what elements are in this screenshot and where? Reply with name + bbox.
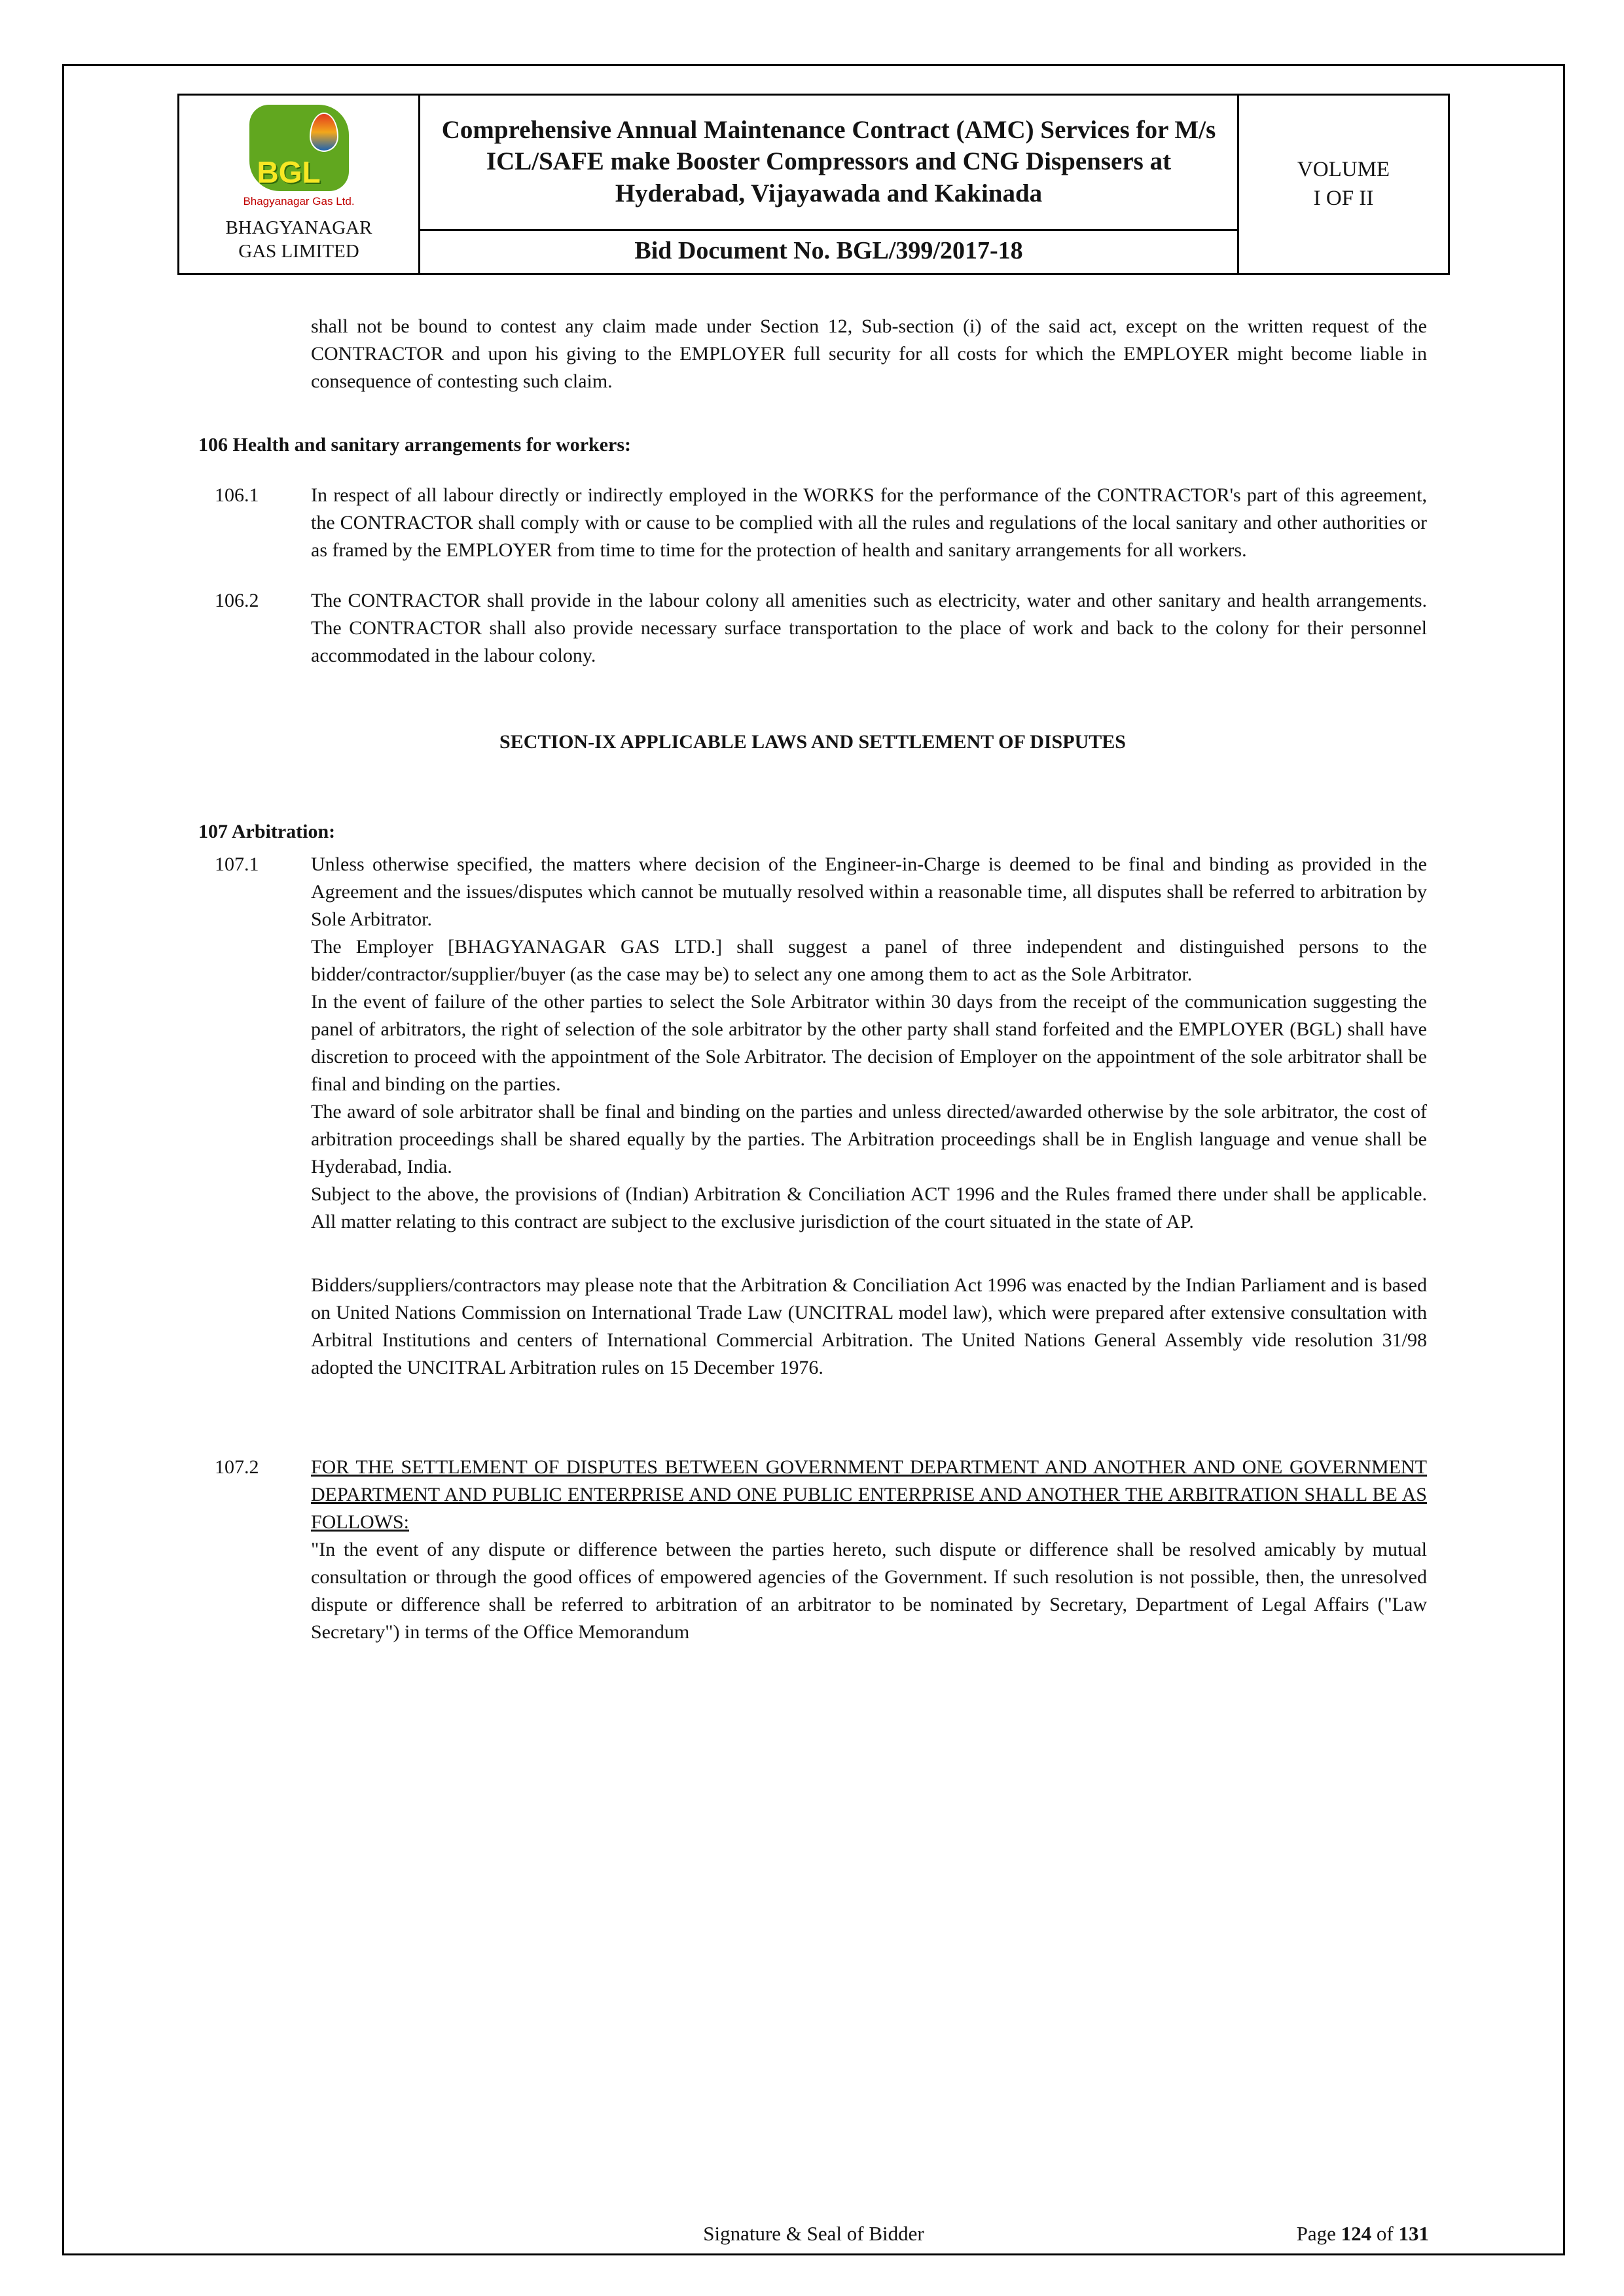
clause-107-2-underlined-heading: FOR THE SETTLEMENT OF DISPUTES BETWEEN GOVERNMENT DEPARTMENT AND ANOTHER AND ONE GOVERNMENT DEPARTMENT AND PUBLIC ENTERPRISE AND ONE PUBLIC ENTERPRISE AND ANOTHER THE ARBITRATION SHALL BE AS FOLLOWS: <box>311 1456 1427 1533</box>
page-footer <box>64 2222 1563 2251</box>
clause-106-1 <box>198 482 1427 564</box>
page-border <box>62 64 1565 2255</box>
page-total: 131 <box>1398 2222 1429 2245</box>
page-current: 124 <box>1341 2222 1372 2245</box>
clause-number: 106.1 <box>215 484 259 506</box>
paragraph: In the event of failure of the other parties to select the Sole Arbitrator within 30 days from the receipt of the communication suggesting the panel of arbitrators, the right of selection of the sole arbitrator by the other party shall stand forfeited and the EMPLOYER (BGL) shall have discretion to proceed with the appointment of the Sole Arbitrator. The decision of Employer on the appointment of the sole arbitrator shall be final and binding on the parties. <box>311 990 1427 1095</box>
clause-107-1 <box>198 851 1427 1382</box>
page-word: Page <box>1296 2222 1336 2245</box>
paragraph: Subject to the above, the provisions of (Indian) Arbitration & Conciliation ACT 1996 and the Rules framed there under shall be applicable. All matter relating to this contract are subject to the exclusive jurisdiction of the court situated in the state of AP. <box>311 1183 1427 1232</box>
organization-name-line1: BHAGYANAGAR <box>225 217 372 238</box>
clause-text: In respect of all labour directly or indirectly employed in the WORKS for the performance of the CONTRACTOR's part of this agreement, the CONTRACTOR shall comply with or cause to be complied with all the rules and regulations of the local sanitary and other authorities or as framed by the EMPLOYER from time to time for the protection of health and sanitary arrangements for all workers. <box>311 484 1427 561</box>
header-logo-cell <box>179 96 420 273</box>
uncitral-note-paragraph: Bidders/suppliers/contractors may please note that the Arbitration & Conciliation Act 1996 was enacted by the Indian Parliament and is based on United Nations Commission on International Trade Law (UNCITRAL model law), which were prepared after extensive consultation with Arbitral Institutions and centers of International Commercial Arbitration. The United Nations General Assembly vide resolution 31/98 adopted the UNCITRAL Arbitration rules on 15 December 1976. <box>311 1274 1427 1378</box>
document-body <box>198 313 1427 1646</box>
clause-106-2 <box>198 587 1427 670</box>
document-header-table <box>177 94 1450 275</box>
section-107-heading: 107 Arbitration: <box>198 820 336 842</box>
signature-seal-label: Signature & Seal of Bidder <box>703 2222 924 2245</box>
of-word: of <box>1376 2222 1394 2245</box>
clause-107-2-text: "In the event of any dispute or difference between the parties hereto, such dispute or difference shall be resolved amicably by mutual consultation or through the good offices of empowered agencies of the Government. If such resolution is not possible, then, the unresolved dispute or difference shall be referred to arbitration of an arbitrator to be nominated by Secretary, Department of Legal Affairs ("Law Secretary") in terms of the Office Memorandum <box>311 1538 1427 1643</box>
paragraph: The award of sole arbitrator shall be final and binding on the parties and unless directed/awarded otherwise by the sole arbitrator, the cost of arbitration proceedings shall be shared equally by the parties. The Arbitration proceedings shall be in English language and venue shall be Hyderabad, India. <box>311 1100 1427 1177</box>
logo-caption: Bhagyanagar Gas Ltd. <box>243 195 355 207</box>
bgl-logo <box>249 105 349 191</box>
volume-label-line1: VOLUME <box>1297 157 1390 181</box>
clause-number: 107.1 <box>215 853 259 875</box>
header-title-cell <box>420 96 1237 273</box>
clause-text <box>311 851 1427 1382</box>
intro-paragraph: shall not be bound to contest any claim made under Section 12, Sub-section (i) of the said act, except on the written request of the CONTRACTOR and upon his giving to the EMPLOYER full security for all costs for which the EMPLOYER might become liable in consequence of contesting such claim. <box>311 315 1427 392</box>
clause-number: 107.2 <box>215 1456 259 1478</box>
gas-flame-drop-icon <box>310 113 338 152</box>
header-volume-cell <box>1237 96 1448 273</box>
clause-107-2 <box>198 1454 1427 1646</box>
organization-name <box>226 216 372 264</box>
organization-name-line2: GAS LIMITED <box>238 241 359 262</box>
section-ix-title: SECTION-IX APPLICABLE LAWS AND SETTLEMENT OF DISPUTES <box>499 730 1126 753</box>
clause-number: 106.2 <box>215 589 259 611</box>
paragraph: The Employer [BHAGYANAGAR GAS LTD.] shall suggest a panel of three independent and distinguished persons to the bidder/contractor/supplier/buyer (as the case may be) to select any one among them to act as the Sole Arbitrator. <box>311 935 1427 985</box>
section-106-heading: 106 Health and sanitary arrangements for workers: <box>198 433 632 456</box>
clause-text: The CONTRACTOR shall provide in the labour colony all amenities such as electricity, water and other sanitary and health arrangements. The CONTRACTOR shall also provide necessary surface transportation to the place of work and back to the colony for their personnel accommodated in the labour colony. <box>311 589 1427 666</box>
paragraph: Unless otherwise specified, the matters where decision of the Engineer-in-Charge is deemed to be final and binding as provided in the Agreement and the issues/disputes which cannot be mutually resolved within a reasonable time, all disputes shall be referred to arbitration by Sole Arbitrator. <box>311 853 1427 930</box>
document-title: Comprehensive Annual Maintenance Contract (AMC) Services for M/s ICL/SAFE make Booster Compressors and CNG Dispensers at Hyderabad, Vijayawada and Kakinada <box>420 96 1237 231</box>
page-number-indicator <box>1297 2222 1429 2246</box>
clause-text <box>311 1454 1427 1646</box>
logo-acronym: BGL <box>257 155 321 189</box>
volume-label-line2: I OF II <box>1313 187 1374 211</box>
bid-document-number: Bid Document No. BGL/399/2017-18 <box>634 236 1023 264</box>
